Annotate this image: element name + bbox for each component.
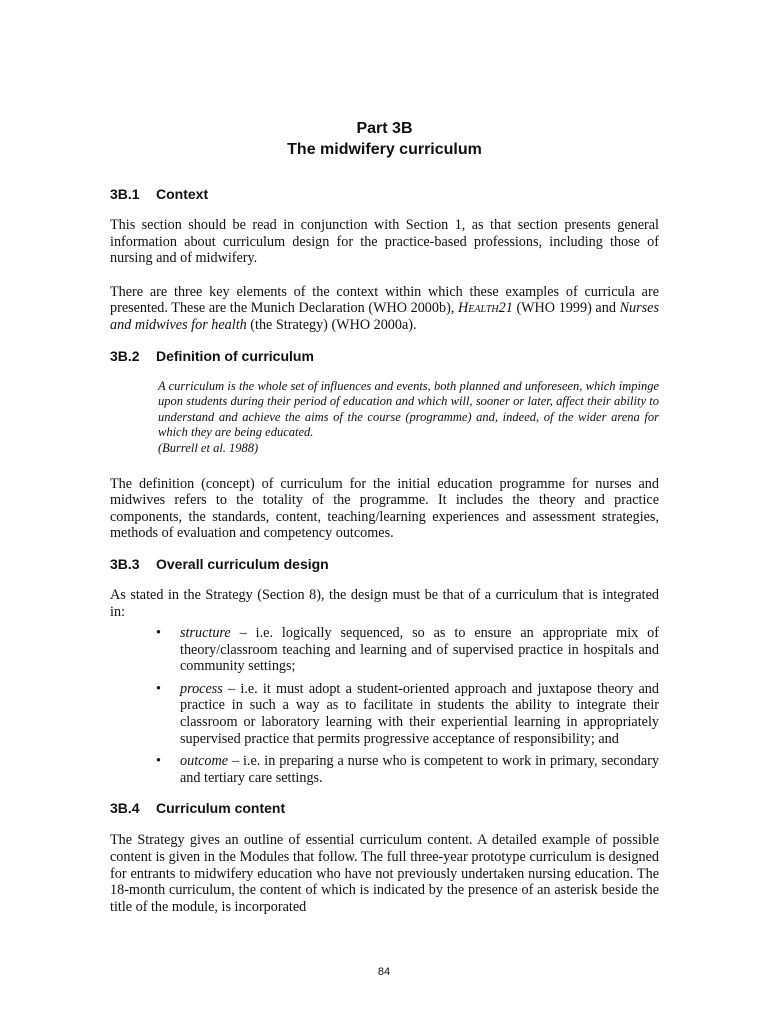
design-bullet-list [110, 625, 659, 786]
context-paragraph-2 [110, 284, 659, 334]
document-page [110, 118, 659, 915]
page-title: The midwifery curriculum [287, 141, 482, 158]
bullet-structure [110, 625, 659, 675]
title-block [110, 118, 659, 160]
bullet-term: process [180, 680, 223, 697]
page-number: 84 [377, 966, 391, 978]
bullet-icon: • [156, 753, 161, 770]
section-number: 3B.3 [110, 555, 140, 572]
text-run: (WHO 1999) and [512, 300, 620, 317]
section-heading-3b3 [110, 555, 659, 573]
text-run: (the Strategy) (WHO 2000a). [246, 316, 417, 333]
bullet-icon: • [156, 680, 161, 697]
section-number: 3B.4 [110, 800, 140, 817]
design-intro: As stated in the Strategy (Section 8), the design must be that of a curriculum that is integrated in: [110, 586, 659, 620]
health21-term: Health21 [458, 300, 513, 317]
bullet-icon: • [156, 625, 161, 642]
section-title: Definition of curriculum [156, 347, 314, 364]
definition-paragraph: The definition (concept) of curriculum for the initial education programme for nurses and midwives refers to the totality of the programme. It includes the theory and practice components, the standards, content, teaching/learning experiences and assessment strategies, methods of evaluation and competency outcomes. [110, 475, 659, 542]
section-title: Overall curriculum design [156, 555, 329, 572]
bullet-term: outcome [180, 753, 229, 770]
bullet-text: – i.e. it must adopt a student-oriented approach and juxtapose theory and practice in such a way as to facilitate in students the ability to integrate their classroom or laboratory learning with their experiential learning in appropriately supervised practice that permits progressive acceptance of responsibility; and [180, 680, 659, 747]
strategy-title: Nurses and midwives for health [110, 300, 659, 333]
section-heading-3b4 [110, 799, 659, 817]
section-title: Context [156, 186, 209, 202]
section-number: 3B.1 [110, 186, 140, 202]
quote-citation: (Burrell et al. 1988) [158, 440, 259, 455]
text-run: There are three key elements of the context within which these examples of curricula are presented. These are the Munich Declaration (WHO 2000b), [110, 283, 659, 317]
definition-quote [158, 379, 659, 457]
quote-text: A curriculum is the whole set of influences and events, both planned and unforeseen, which impinge upon students during their period of education and which will, sooner or later, affect their ability to understand and achieve the aims of the course (programme) and, indeed, of the wider arena for which they are being educated. [158, 378, 659, 440]
section-heading-3b1 [110, 185, 659, 203]
bullet-text: – i.e. in preparing a nurse who is competent to work in primary, secondary and tertiary care settings. [180, 753, 659, 786]
context-paragraph-1: This section should be read in conjunction with Section 1, as that section presents general information about curriculum design for the practice-based professions, including those of nursing and of midwifery. [110, 217, 659, 267]
bullet-process [110, 681, 659, 747]
bullet-text: – i.e. logically sequenced, so as to ensure an appropriate mix of theory/classroom teaching and learning and of supervised practice in hospitals and community settings; [180, 625, 659, 675]
section-number: 3B.2 [110, 347, 140, 364]
bullet-term: structure [180, 625, 231, 642]
section-title: Curriculum content [156, 800, 286, 817]
section-heading-3b2 [110, 347, 659, 365]
content-paragraph: The Strategy gives an outline of essential curriculum content. A detailed example of possible content is given in the Modules that follow. The full three-year prototype curriculum is designed for entrants to midwifery education who have not previously undertaken nursing education. The 18-month curriculum, the content of which is indicated by the presence of an asterisk beside the title of the module, is incorporated [110, 832, 659, 915]
part-label: Part 3B [356, 120, 413, 137]
bullet-outcome [110, 753, 659, 786]
